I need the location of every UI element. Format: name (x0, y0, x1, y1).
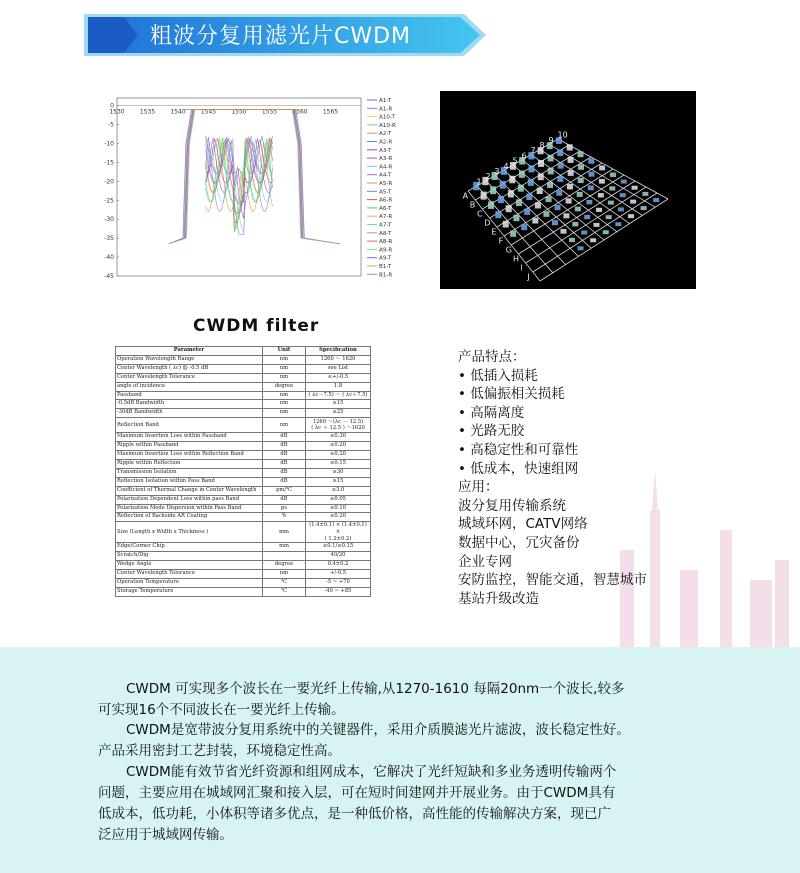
filter-chip (490, 186, 496, 194)
grid-row-label: E (491, 227, 497, 237)
grid-column-label: 1 (476, 177, 482, 187)
features-heading: 产品特点： (458, 349, 526, 365)
filter-chip (543, 211, 549, 217)
legend-label: A4-R (379, 164, 393, 171)
spec-row (116, 578, 371, 587)
x-tick-label: 1535 (139, 108, 156, 116)
grid-column-label: 2 (485, 172, 491, 182)
filter-chip (581, 230, 587, 234)
filter-chip (558, 162, 564, 168)
grid-column-label: 10 (557, 130, 568, 140)
legend-label: A4-T (379, 172, 392, 179)
filter-chip (641, 206, 647, 210)
spec-parameter: Center Wavelength Tolerance (116, 569, 263, 578)
spec-parameter: Operation Temperature (116, 578, 263, 587)
spec-value: ≤+/-0.5 (306, 373, 371, 382)
filter-chips-tray-illustration (440, 91, 696, 289)
features-list (458, 348, 647, 608)
filter-chip (546, 196, 552, 202)
spec-unit: % (263, 513, 306, 522)
grid-line (540, 199, 668, 281)
spec-parameter: -30dB Bandwidth (116, 409, 263, 418)
spec-row (116, 569, 371, 578)
filter-chip (608, 201, 614, 205)
spec-unit: ℃ (263, 587, 306, 596)
spec-table-header (116, 347, 371, 356)
filter-chip (578, 151, 584, 157)
spec-row (116, 587, 371, 596)
spec-unit: mm (263, 543, 306, 552)
filter-chip (567, 184, 573, 190)
spec-value: ≥15 (306, 400, 371, 409)
spec-row (116, 459, 371, 468)
spec-value: ( λc－7.5) ～ ( λc＋7.5) (306, 391, 371, 400)
spec-parameter: Coefficient of Thermal Change in Center Wavelength (116, 486, 263, 495)
filter-chip (555, 205, 561, 210)
filter-chip (569, 238, 575, 242)
spec-unit: dB (263, 495, 306, 504)
filter-chip (537, 188, 543, 194)
spec-row (116, 522, 371, 543)
spec-parameter: Ripple within Passband (116, 442, 263, 451)
legend-label: A6-R (379, 197, 393, 204)
spec-value: ≤25 (306, 409, 371, 418)
spec-parameter: Maximum Insertion Loss within Reflection Band (116, 451, 263, 460)
filter-chip (578, 178, 584, 183)
filter-chip (548, 155, 554, 162)
y-tick-label: -15 (104, 159, 114, 167)
x-tick-label: 1565 (322, 108, 339, 116)
y-tick-label: -25 (104, 197, 114, 205)
x-tick-label: 1550 (231, 108, 247, 116)
spec-unit: dB (263, 477, 306, 486)
grid-column-label: 7 (530, 146, 536, 156)
description-p2-line1: CWDM是宽带波分复用系统中的关键器件，采用介质膜滤光片滤波，波长稳定性好。 (126, 722, 630, 738)
filter-chip (578, 164, 584, 170)
spec-row (116, 400, 371, 409)
spec-parameter: Operation Wavelength Range (116, 355, 263, 364)
spec-row (116, 468, 371, 477)
grid-column-label: 8 (539, 141, 545, 150)
spec-value: ≤0.05 (306, 495, 371, 504)
filter-chip (628, 214, 634, 218)
x-tick-label: 1530 (109, 108, 125, 116)
legend-label: A2-T (379, 131, 392, 138)
legend-label: A5-T (379, 189, 392, 196)
header-unit: Unit (263, 347, 306, 356)
legend-label: A7-T (379, 222, 392, 229)
spec-row (116, 513, 371, 522)
grid-row-label: C (477, 209, 483, 219)
spec-unit: nm (263, 364, 306, 373)
spec-value: ≥30 (306, 468, 371, 477)
filter-chip (481, 192, 487, 200)
filter-chip (518, 185, 524, 192)
spec-value: ≤0.30 (306, 433, 371, 442)
spec-value: 1260 ～ 1620 (306, 355, 371, 364)
grid-column-label: 9 (548, 135, 554, 145)
filter-chip (488, 201, 494, 209)
description-p1-line2: 可实现16个不同波长在一要光纤上传输。 (98, 702, 345, 718)
spec-value: ≤0.20 (306, 513, 371, 522)
spectrum-chart-svg (97, 90, 431, 287)
spec-parameter: Center Wavelength Tolerance (116, 373, 263, 382)
spec-unit: pm/℃ (263, 486, 306, 495)
application-item: 波分复用传输系统 (458, 497, 566, 514)
grid-row-label: F (498, 236, 504, 246)
legend-label: A1-R (379, 106, 393, 113)
spec-value: (1.4±0.1) × (1.4±0.1) × ( 1.2±0.2) (306, 522, 371, 543)
feature-item: • 低成本，快速组网 (458, 460, 579, 477)
spec-unit: nm (263, 409, 306, 418)
filter-chip (632, 186, 638, 190)
y-tick-label: -10 (104, 140, 114, 148)
filter-chip (503, 221, 509, 228)
spec-parameter: Reflection Isolation within Pass Band (116, 477, 263, 486)
filter-chip (556, 190, 562, 196)
feature-item: • 光路无胶 (458, 423, 525, 440)
grid-row-label: D (484, 218, 491, 228)
filter-chip (615, 222, 621, 226)
filter-chip (568, 157, 574, 163)
y-tick-label: -35 (104, 235, 114, 243)
spec-value: ≥15 (306, 477, 371, 486)
feature-item: • 高稳定性和可靠性 (458, 441, 579, 458)
filter-chip (599, 179, 605, 184)
filter-chip (603, 230, 609, 234)
spec-parameter: Storage Temperature (116, 587, 263, 596)
spec-parameter: Scratch/Dig (116, 552, 263, 561)
y-tick-label: -40 (104, 254, 114, 262)
filter-chip (606, 215, 612, 219)
spec-row (116, 451, 371, 460)
description-p3-line1: CWDM能有效节省光纤资源和组网成本，它解决了光纤短缺和多业务透明传输两个 (126, 764, 617, 780)
filter-section-title: CWDM filter (193, 316, 320, 336)
spec-parameter: -0.5dB Bandwidth (116, 400, 263, 409)
spec-value: -5 ~ +70 (306, 578, 371, 587)
spec-value: 0.4±0.2 (306, 560, 371, 569)
spec-value: ≤0.1/≤0.15 (306, 543, 371, 552)
filter-chip (557, 176, 563, 182)
grid-line (533, 193, 657, 272)
filter-chip (588, 185, 594, 190)
spec-parameter: Polarization Mode Dispersion within Pass Band (116, 504, 263, 513)
filter-chip (590, 238, 596, 242)
filter-chip (566, 198, 572, 203)
filter-chip (618, 207, 624, 211)
spec-unit: ps (263, 504, 306, 513)
grid-row-label: B (469, 200, 476, 210)
spec-value: 1260 ～(λc － 12.5) ( λc ＋ 12.5 ) ～1620 (306, 418, 371, 433)
filter-chip (519, 171, 525, 178)
legend-label: A9-T (379, 255, 392, 262)
filter-chip (610, 173, 616, 177)
filter-chip (653, 198, 659, 202)
description-p3-line4: 泛应用于城域网传输。 (98, 827, 233, 843)
grid-row-label: G (505, 245, 513, 255)
spec-row (116, 382, 371, 391)
x-tick-label: 1545 (200, 108, 217, 116)
grid-column-label: 5 (512, 156, 518, 166)
spec-row (116, 364, 371, 373)
filter-chip (528, 165, 534, 172)
legend-label: A2-R (379, 139, 393, 146)
filter-chip (500, 181, 506, 189)
grid-row-label: I (520, 263, 523, 273)
filter-chip (578, 246, 584, 250)
filter-chip (577, 192, 583, 197)
filter-chip (506, 205, 512, 212)
spec-unit: nm (263, 400, 306, 409)
filter-chip (508, 190, 514, 197)
filter-chip (609, 186, 615, 190)
filter-chip (524, 209, 530, 215)
filter-chip (563, 213, 569, 218)
filter-chip (535, 202, 541, 208)
spec-unit (263, 552, 306, 561)
description-p3-line3: 低成本，低功耗，小体积等诸多优点，是一种低价格，高性能的传输解决方案，现已广 (98, 806, 611, 822)
filter-chip (598, 193, 604, 197)
spec-unit: nm (263, 569, 306, 578)
spec-row (116, 477, 371, 486)
y-tick-label: 0 (110, 102, 114, 110)
spec-row (116, 391, 371, 400)
legend-label: A7-R (379, 214, 393, 221)
spec-unit: nm (263, 373, 306, 382)
filter-chip (548, 168, 554, 174)
x-tick-label: 1560 (292, 108, 308, 116)
application-item: 企业专网 (458, 553, 512, 570)
spec-row (116, 373, 371, 382)
legend-label: A8-R (379, 239, 393, 246)
legend-label: B1-T (379, 264, 392, 270)
spec-unit: dB (263, 451, 306, 460)
filter-chip (596, 208, 602, 212)
spec-value: ≤0.20 (306, 442, 371, 451)
spec-row (116, 504, 371, 513)
filter-chip (630, 200, 636, 204)
spec-value: ≤3.0 (306, 486, 371, 495)
spec-parameter: Center Wavelength ( λc) @ -0.5 dB (116, 364, 263, 373)
filter-chip (588, 158, 594, 163)
x-tick-label: 1540 (170, 108, 186, 116)
application-item: 数据中心，冗灾备份 (458, 534, 580, 551)
filter-chip (552, 220, 558, 225)
filter-chip (572, 222, 578, 227)
filter-chip (586, 200, 592, 205)
legend-label: A5-R (379, 181, 393, 187)
description-p2-line2: 产品采用密封工艺封装，环境稳定性高。 (98, 743, 341, 759)
spec-row (116, 552, 371, 561)
spec-parameter: Polarization Dependent Loss within pass Band (116, 495, 263, 504)
feature-item: • 低偏振相关损耗 (458, 386, 565, 403)
legend-label: A9-R (379, 247, 393, 254)
spec-row (116, 442, 371, 451)
spec-value: 40/20 (306, 552, 371, 561)
y-tick-label: -30 (104, 216, 114, 224)
spec-unit: mm (263, 522, 306, 543)
legend-label: A6-T (379, 205, 392, 212)
legend-label: A1-T (379, 98, 392, 104)
spec-value: 1.8 (306, 382, 371, 391)
grid-line (549, 144, 655, 207)
filter-chip (513, 215, 519, 222)
spec-value: ≤0.15 (306, 459, 371, 468)
spec-row (116, 495, 371, 504)
y-tick-label: -45 (104, 273, 114, 280)
spec-value: -40 ~ +85 (306, 587, 371, 596)
spec-parameter: Reflection Band (116, 418, 263, 433)
spec-row (116, 543, 371, 552)
filter-chip (532, 218, 538, 224)
grid-column-label: 6 (521, 151, 527, 161)
spec-row (116, 355, 371, 364)
application-item: 城域环网，CATV网络 (458, 516, 588, 533)
description-p3-line2: 问题，主要应用在城域网汇聚和接入层，可在短时间建网并开展业务。由于CWDM具有 (98, 785, 616, 801)
filter-chip (567, 144, 573, 150)
grid-row-label: J (527, 272, 530, 282)
filter-chip (593, 223, 599, 227)
spec-parameter: Passband (116, 391, 263, 400)
y-tick-label: -5 (108, 121, 114, 129)
filter-chip (516, 199, 522, 206)
y-tick-label: -20 (104, 178, 114, 186)
spectrum-chart (97, 90, 431, 287)
grid-column-label: 3 (494, 167, 500, 176)
filter-chip (495, 211, 501, 218)
filter-chip (568, 170, 574, 176)
spec-row (116, 409, 371, 418)
application-item: 基站升级改造 (458, 590, 539, 607)
filter-chip (498, 196, 504, 203)
spec-parameter: Ripple within Reflection (116, 459, 263, 468)
feature-item: • 高隔离度 (458, 404, 525, 421)
header-specification: Specification (306, 347, 371, 356)
filter-chip (509, 176, 515, 183)
filter-chip (575, 207, 581, 212)
spec-row (116, 560, 371, 569)
spec-unit: degree (263, 382, 306, 391)
spec-unit: dB (263, 433, 306, 442)
spec-unit: nm (263, 355, 306, 364)
filter-chip (526, 194, 532, 201)
legend-label: A8-T (379, 230, 392, 237)
spec-row (116, 418, 371, 433)
filter-chip (620, 193, 626, 197)
filter-chip (621, 180, 627, 184)
spec-table (115, 346, 371, 597)
page-title: 粗波分复用滤光片CWDM (150, 24, 412, 49)
legend-label: B1-R (379, 272, 393, 279)
filter-chip (588, 172, 594, 177)
legend-label: A10-T (379, 114, 395, 121)
feature-item: • 低插入损耗 (458, 367, 538, 384)
spec-unit: dB (263, 459, 306, 468)
filter-chip (642, 192, 648, 196)
filter-chip (547, 182, 553, 188)
description-p1-line1: CWDM 可实现多个波长在一要光纤上传输,从1270-1610 每隔20nm一个波长,较多 (126, 681, 625, 697)
application-item: 安防监控，智能交通，智慧城市 (458, 572, 647, 589)
filter-chip (584, 215, 590, 219)
filter-chip (557, 150, 563, 156)
filter-chip (599, 165, 605, 170)
spec-parameter: angle of incidence (116, 382, 263, 391)
grid-column-label: 4 (503, 161, 509, 171)
applications-heading: 应用： (458, 479, 499, 496)
spec-parameter: Size (Length x Width x Thickness ) (116, 522, 263, 543)
filter-chip (538, 160, 544, 167)
header-parameter: Parameter (116, 347, 263, 356)
spec-parameter: Maximum Insertion Loss within Passband (116, 433, 263, 442)
filter-chip (521, 224, 527, 230)
filter-chip (528, 179, 534, 186)
spec-row (116, 433, 371, 442)
legend-label: A10-R (379, 122, 396, 129)
grid-row-label: A (462, 191, 469, 201)
spec-unit: dB (263, 468, 306, 477)
spec-value: +/-0.5 (306, 569, 371, 578)
spec-unit: nm (263, 418, 306, 433)
legend-label: A3-R (379, 156, 393, 163)
spec-value: ≤0.10 (306, 504, 371, 513)
filter-chip (560, 229, 566, 234)
spec-value: see List (306, 364, 371, 373)
plot-frame (117, 98, 361, 276)
spec-unit: degree (263, 560, 306, 569)
spec-unit: nm (263, 391, 306, 400)
filter-chip (510, 231, 516, 237)
spec-unit: dB (263, 442, 306, 451)
spec-row (116, 486, 371, 495)
x-tick-label: 1555 (261, 108, 278, 116)
spec-parameter: Transmission Isolation (116, 468, 263, 477)
filter-chip (538, 174, 544, 181)
spec-parameter: Edge/Corner Chip (116, 543, 263, 552)
filter-chips-photo (440, 91, 696, 289)
spec-unit: ℃ (263, 578, 306, 587)
spec-parameter: Reflection of Backside AR Coating (116, 513, 263, 522)
legend-label: A3-T (379, 147, 392, 154)
spec-value: ≤0.20 (306, 451, 371, 460)
grid-row-label: H (513, 254, 520, 264)
spec-parameter: Wedge Angle (116, 560, 263, 569)
